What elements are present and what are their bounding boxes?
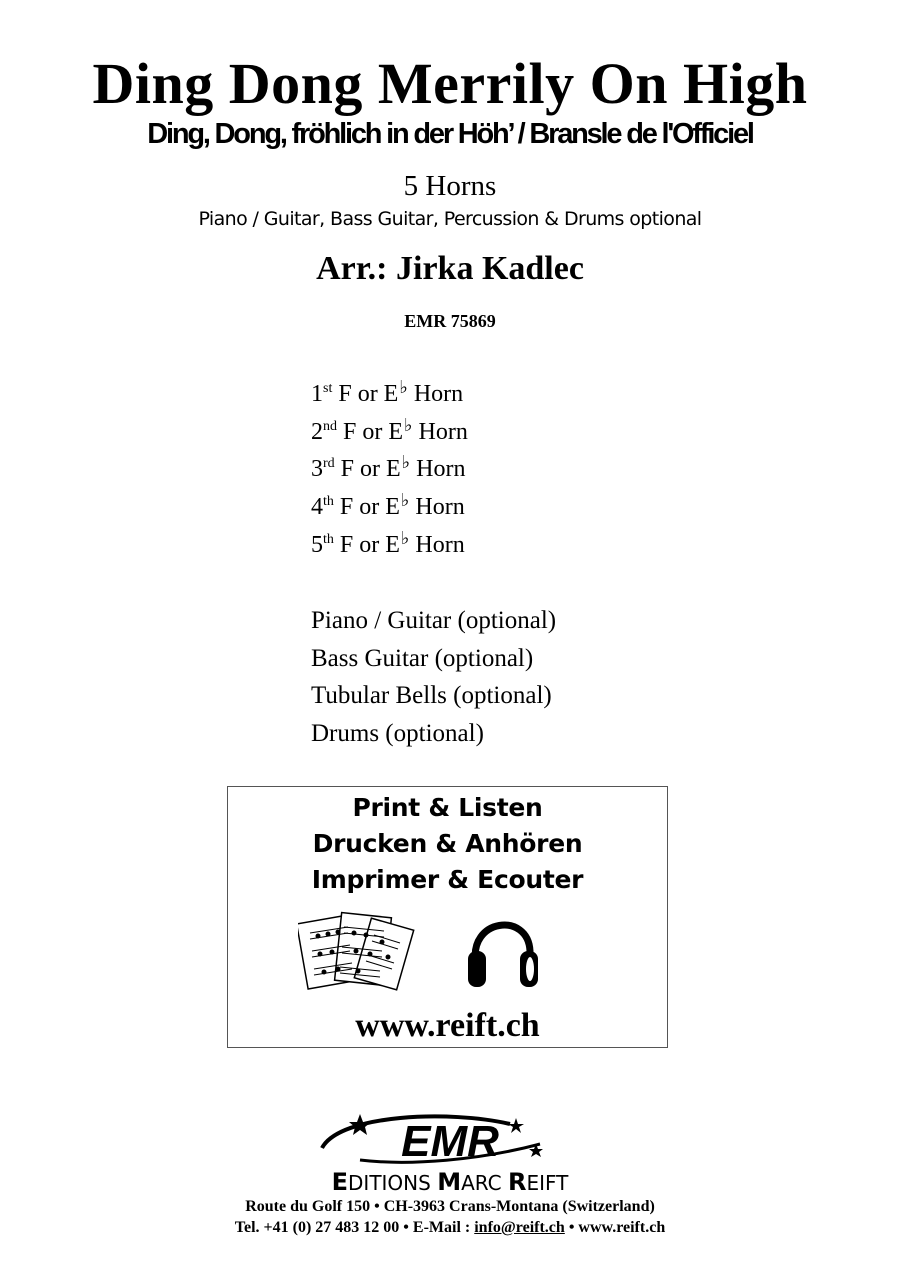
part-item (311, 489, 468, 527)
publisher-address: Route du Golf 150 • CH-3963 Crans-Montana (Switzerland) (245, 1198, 655, 1215)
part-ordinal: rd (323, 456, 335, 472)
part-number: 5 (311, 531, 323, 558)
arranger: Arr.: Jirka Kadlec (316, 250, 584, 287)
part-item (311, 376, 468, 414)
optional-instruments-line: Piano / Guitar, Bass Guitar, Percussion & Drums optional (198, 208, 702, 230)
part-item (311, 451, 468, 489)
headphones-icon (468, 925, 538, 987)
web-text: • www.reift.ch (564, 1219, 666, 1236)
part-name: Horn (416, 456, 466, 483)
part-ordinal: th (323, 494, 334, 510)
part-ordinal: st (323, 381, 333, 396)
part-ordinal: nd (323, 418, 337, 434)
logo-mark: EMR (401, 1117, 499, 1166)
page-title: Ding Dong Merrily On High (92, 51, 808, 116)
optional-part-item: Piano / Guitar (optional) (311, 607, 557, 634)
subtitle: Ding, Dong, fröhlich in der Höh’ / Bransle de l'Officiel (147, 118, 753, 150)
print-listen-box (227, 786, 668, 1048)
part-number: 3 (311, 456, 323, 483)
publisher-contact (0, 1219, 900, 1237)
flat-icon: ♭ (400, 490, 410, 511)
part-ordinal: th (323, 531, 334, 547)
promo-line-en: Print & Listen (352, 793, 543, 822)
emr-logo (300, 1108, 600, 1198)
publisher-name: EDITIONS MARC REIFT (331, 1168, 569, 1196)
phone-text: Tel. +41 (0) 27 483 12 00 • E-Mail : (234, 1219, 475, 1236)
flat-icon: ♭ (399, 377, 408, 397)
part-name: Horn (413, 381, 464, 407)
part-name: Horn (415, 531, 465, 558)
part-key: F or E (340, 456, 401, 483)
catalog-number: EMR 75869 (404, 311, 496, 331)
part-name: Horn (418, 418, 468, 445)
optional-part-item: Drums (optional) (311, 720, 484, 748)
part-number: 2 (311, 418, 323, 445)
part-key: F or E (339, 494, 400, 521)
optional-part-item: Bass Guitar (optional) (311, 644, 534, 672)
promo-icons (298, 905, 598, 995)
part-item (311, 414, 468, 452)
part-key: F or E (339, 531, 400, 558)
part-key: F or E (338, 381, 399, 407)
flat-icon: ♭ (404, 414, 413, 435)
flat-icon: ♭ (401, 452, 411, 473)
parts-list (311, 376, 468, 564)
optional-parts-list (311, 602, 556, 753)
sheet-music-icon (298, 913, 414, 990)
flat-icon: ♭ (400, 527, 410, 548)
instrumentation: 5 Horns (403, 170, 497, 202)
promo-line-de: Drucken & Anhören (312, 829, 583, 858)
part-number: 1 (311, 381, 323, 407)
part-item (311, 527, 468, 565)
website-link[interactable]: www.reift.ch (355, 1007, 540, 1044)
promo-line-fr: Imprimer & Ecouter (311, 865, 584, 894)
optional-part-item: Tubular Bells (optional) (311, 682, 552, 710)
part-name: Horn (415, 494, 465, 521)
part-number: 4 (311, 494, 323, 521)
part-key: F or E (343, 418, 403, 445)
email-link[interactable]: info@reift.ch (474, 1219, 565, 1236)
